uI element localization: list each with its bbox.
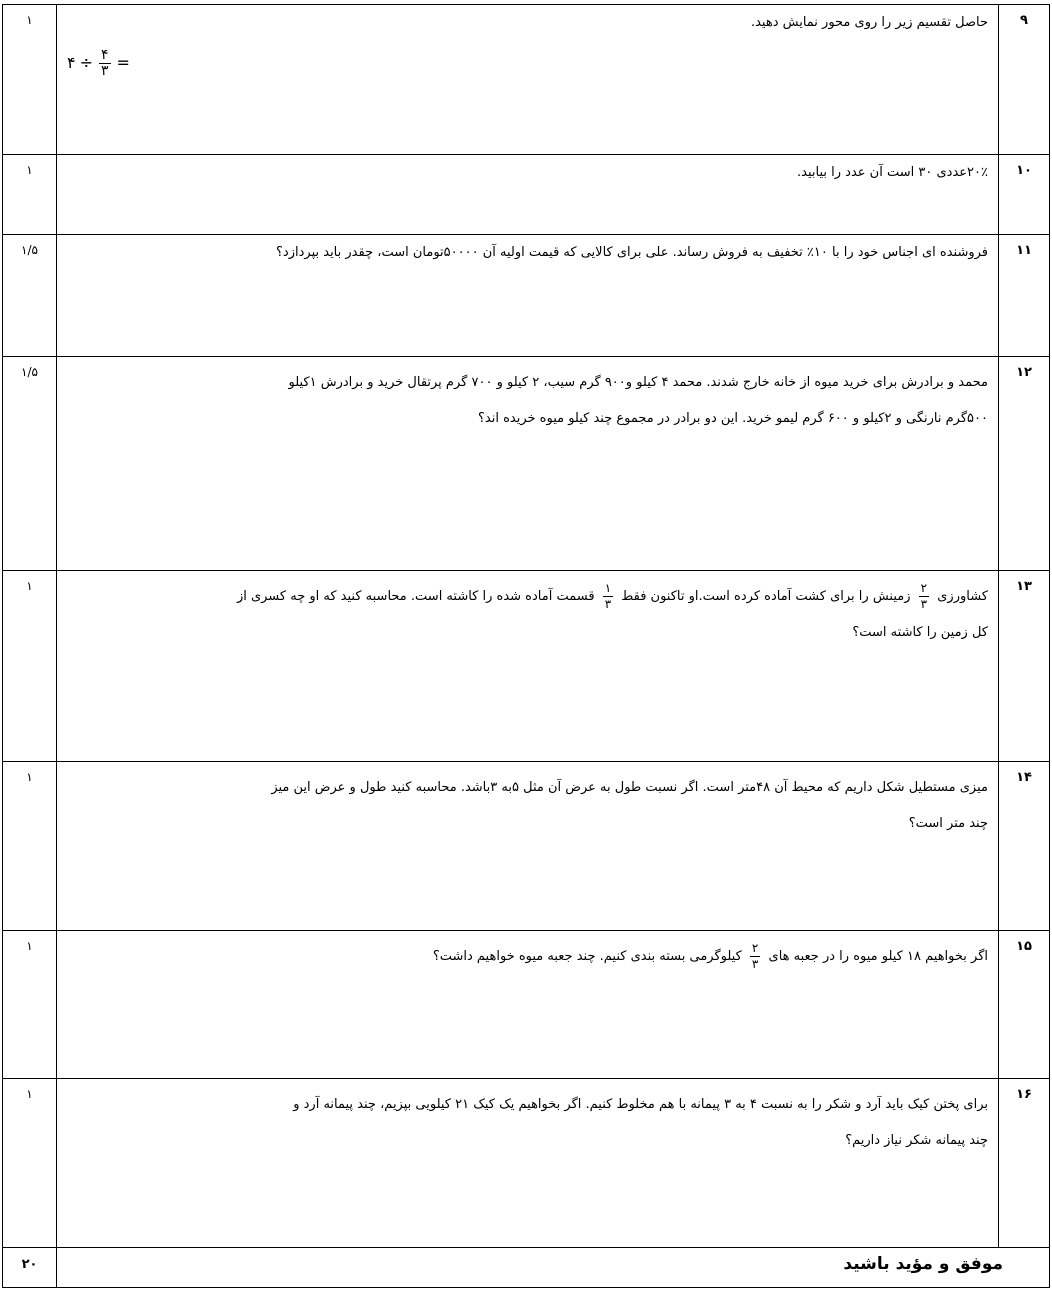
question-body bbox=[57, 235, 999, 357]
question-text-part: کیلوگرمی بسته بندی کنیم. چند جعبه میوه خواهیم داشت؟ bbox=[432, 949, 742, 964]
fraction-numerator: ۴ bbox=[101, 46, 109, 63]
question-text: فروشنده ای اجناس خود را با ۱۰٪ تخفیف به فروش رساند. علی برای کالایی که قیمت اولیه آن ۵۰۰۰۰تومان است، چقدر باید بپردازد؟ bbox=[276, 245, 988, 260]
question-row bbox=[3, 5, 1050, 155]
question-row bbox=[3, 571, 1050, 762]
question-text-line-1 bbox=[67, 939, 988, 975]
question-row bbox=[3, 762, 1050, 931]
question-body bbox=[57, 1079, 999, 1248]
inline-fraction bbox=[750, 941, 760, 972]
question-score: ۱ bbox=[3, 155, 57, 235]
question-row bbox=[3, 357, 1050, 571]
question-score: ۱/۵ bbox=[3, 235, 57, 357]
footer-row bbox=[3, 1248, 1050, 1288]
question-text: حاصل تقسیم زیر را روی محور نمایش دهید. bbox=[750, 15, 988, 30]
fraction-numerator: ۲ bbox=[920, 581, 928, 595]
question-row bbox=[3, 1079, 1050, 1248]
question-text-line-2: چند متر است؟ bbox=[908, 816, 988, 831]
inline-fraction bbox=[603, 581, 613, 612]
expression-operator: ÷ bbox=[79, 53, 93, 72]
question-text-line-1: محمد و برادرش برای خرید میوه از خانه خارج شدند. محمد ۴ کیلو و۹۰۰ گرم سیب، ۲ کیلو و ۷۰۰ گرم پرتقال خرید و برادرش ۱کیلو bbox=[288, 375, 988, 390]
question-body bbox=[57, 357, 999, 571]
question-number: ۱۱ bbox=[999, 235, 1050, 357]
question-text-line-2: ۵۰۰گرم نارنگی و ۲کیلو و ۶۰۰ گرم لیمو خرید. این دو برادر در مجموع چند کیلو میوه خریده اند؟ bbox=[477, 411, 988, 426]
fraction-numerator: ۱ bbox=[604, 581, 612, 595]
expression-equals: = bbox=[116, 53, 130, 72]
question-body bbox=[57, 5, 999, 155]
question-text-part: زمینش را برای کشت آماده کرده است.او تاکنون فقط bbox=[621, 589, 911, 604]
expression-fraction bbox=[97, 48, 113, 79]
fraction-denominator: ۳ bbox=[101, 62, 109, 79]
question-score: ۱ bbox=[3, 5, 57, 155]
question-number: ۹ bbox=[999, 5, 1050, 155]
question-number: ۱۲ bbox=[999, 357, 1050, 571]
question-row bbox=[3, 235, 1050, 357]
question-number: ۱۶ bbox=[999, 1079, 1050, 1248]
division-expression bbox=[65, 45, 132, 81]
question-score: ۱ bbox=[3, 571, 57, 762]
total-score: ۲۰ bbox=[3, 1248, 57, 1288]
question-text-part: اگر بخواهیم ۱۸ کیلو میوه را در جعبه های bbox=[768, 949, 988, 964]
question-text-line-1 bbox=[67, 579, 988, 615]
fraction-numerator: ۲ bbox=[751, 941, 759, 955]
question-score: ۱ bbox=[3, 1079, 57, 1248]
question-text-line-1: میزی مستطیل شکل داریم که محیط آن ۴۸متر است. اگر نسبت طول به عرض آن مثل ۵به ۳باشد. محاسبه کنید طول و عرض این میز bbox=[271, 780, 988, 795]
question-body bbox=[57, 762, 999, 931]
question-text-part: کشاورزی bbox=[937, 589, 988, 604]
question-row bbox=[3, 931, 1050, 1079]
question-body bbox=[57, 571, 999, 762]
expression-whole: ۴ bbox=[67, 53, 76, 72]
inline-fraction bbox=[919, 581, 929, 612]
question-score: ۱ bbox=[3, 931, 57, 1079]
question-score: ۱ bbox=[3, 762, 57, 931]
closing-message: موفق و مؤید باشید bbox=[57, 1248, 1050, 1288]
question-body bbox=[57, 155, 999, 235]
question-text-line-2: کل زمین را کاشته است؟ bbox=[852, 625, 988, 640]
fraction-denominator: ۳ bbox=[604, 597, 612, 611]
exam-table bbox=[2, 4, 1050, 1288]
fraction-denominator: ۳ bbox=[920, 597, 928, 611]
question-text-line-2: چند پیمانه شکر نیاز داریم؟ bbox=[845, 1133, 988, 1148]
fraction-denominator: ۳ bbox=[751, 957, 759, 971]
question-number: ۱۰ bbox=[999, 155, 1050, 235]
question-row bbox=[3, 155, 1050, 235]
question-text-part: قسمت آماده شده را کاشته است. محاسبه کنید که او چه کسری از bbox=[236, 589, 595, 604]
question-body bbox=[57, 931, 999, 1079]
question-text: ۲۰٪عددی ۳۰ است آن عدد را بیابید. bbox=[797, 165, 988, 180]
question-number: ۱۳ bbox=[999, 571, 1050, 762]
question-text-line-1: برای پختن کیک باید آرد و شکر را به نسبت ۴ به ۳ پیمانه با هم مخلوط کنیم. اگر بخواهیم یک کیک ۲۱ کیلویی بپزیم، چند پیمانه آرد و bbox=[293, 1097, 988, 1112]
question-number: ۱۴ bbox=[999, 762, 1050, 931]
question-score: ۱/۵ bbox=[3, 357, 57, 571]
question-number: ۱۵ bbox=[999, 931, 1050, 1079]
